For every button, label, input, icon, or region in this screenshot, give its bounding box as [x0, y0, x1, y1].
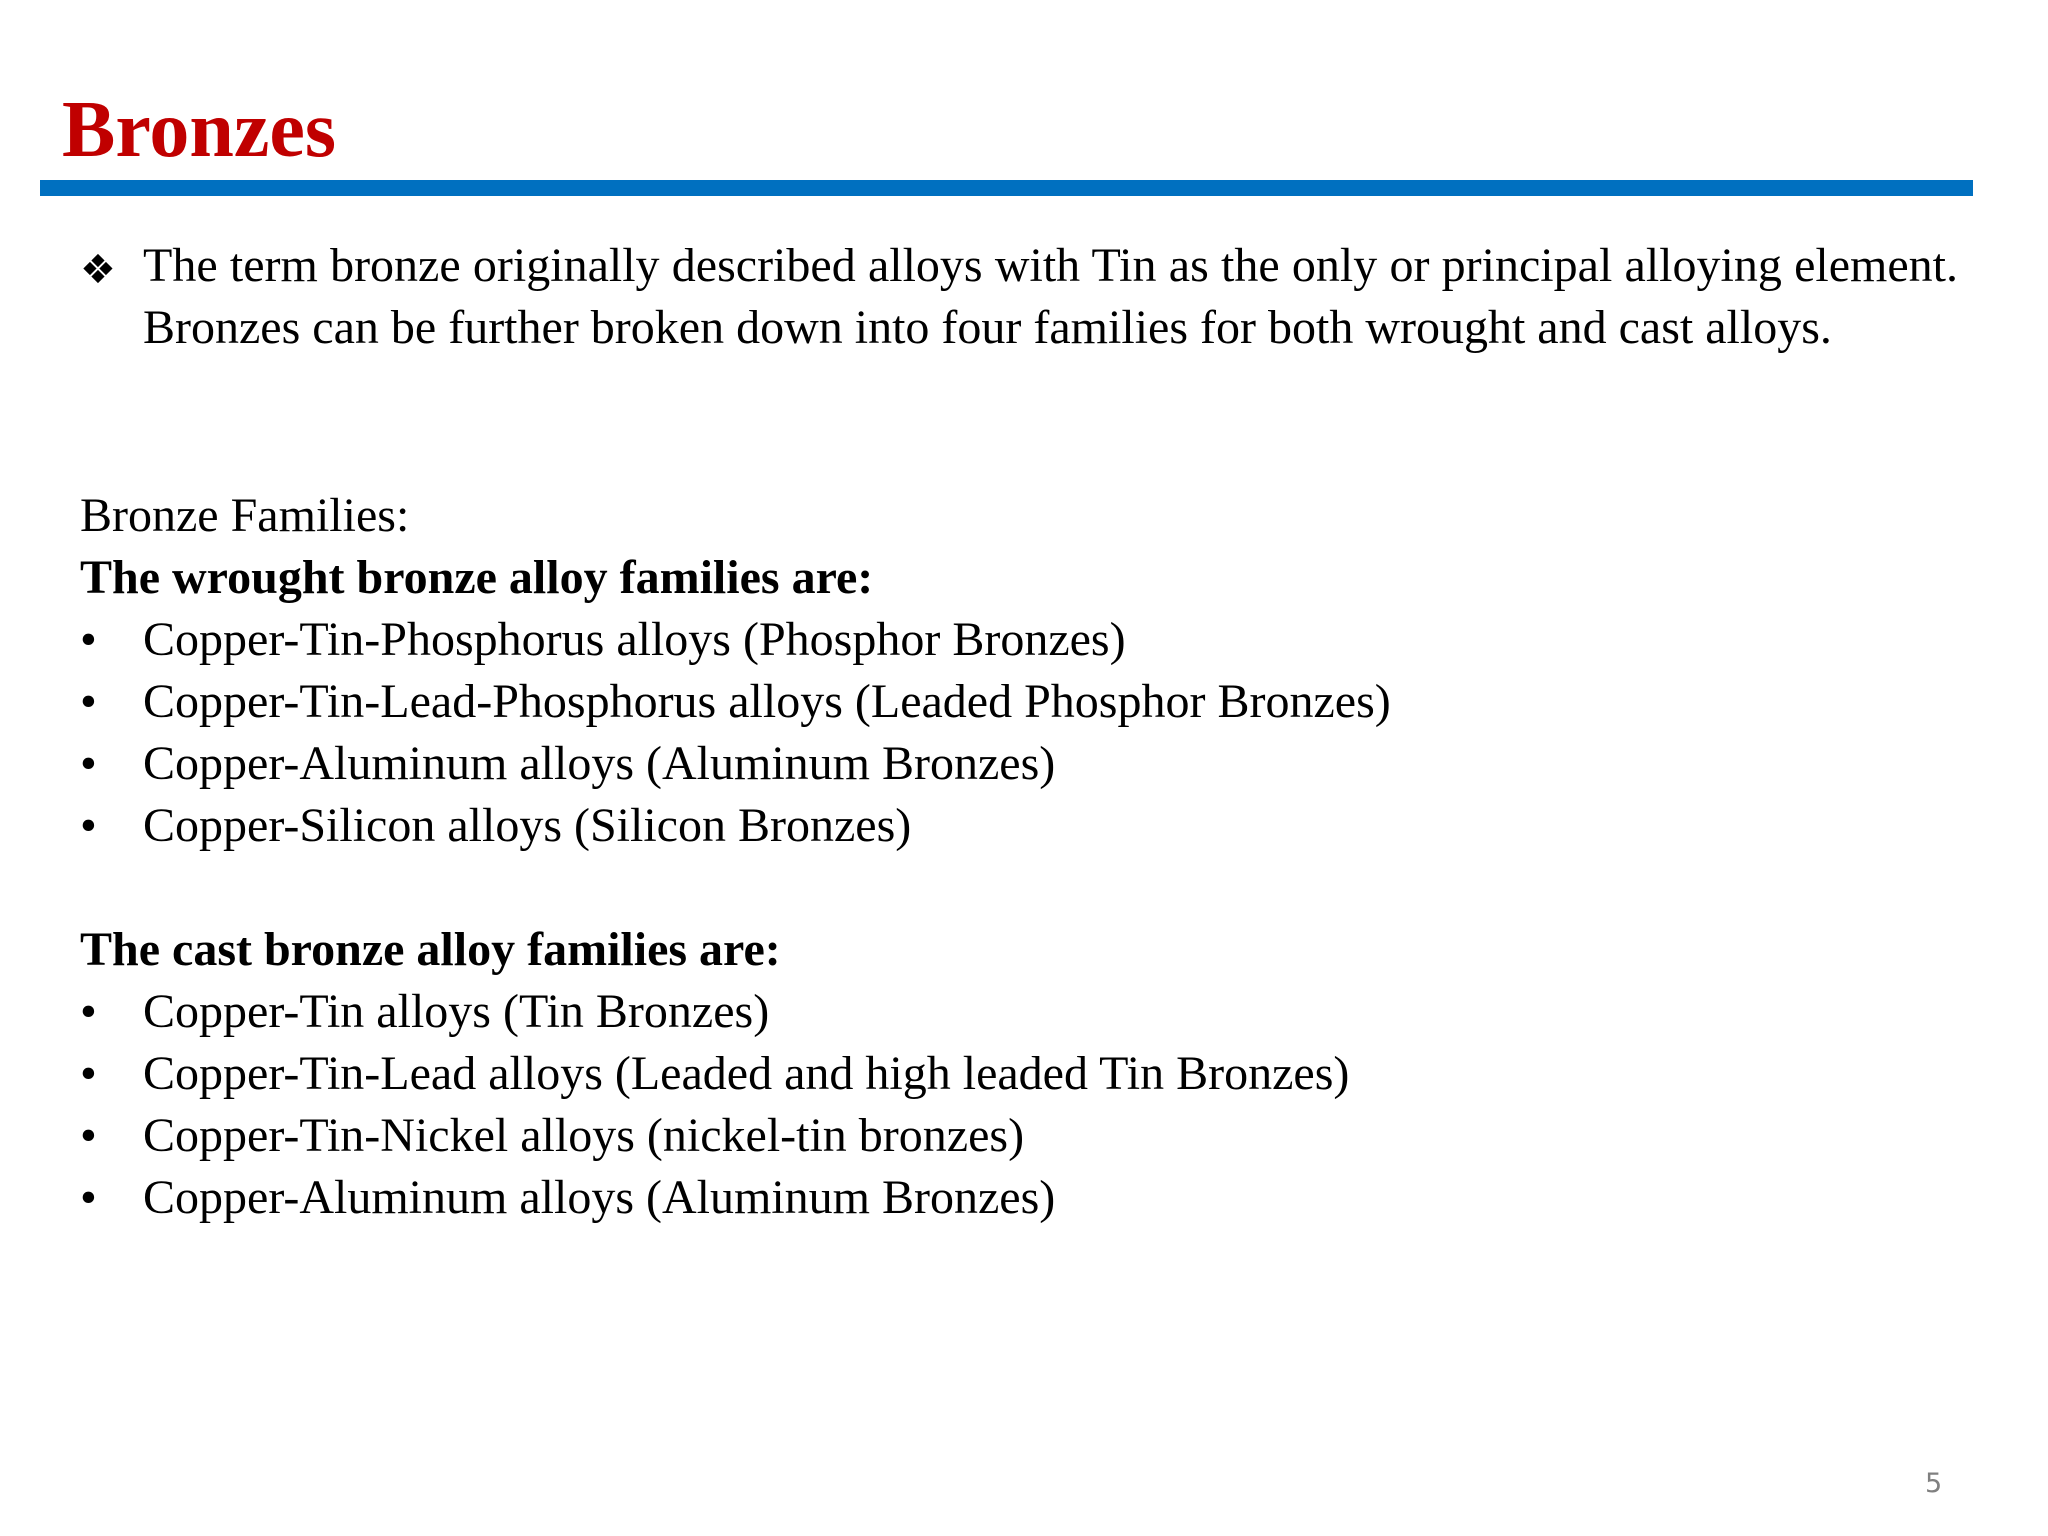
list-item-text: Copper-Aluminum alloys (Aluminum Bronzes): [143, 737, 1056, 790]
slide-title: Bronzes: [62, 86, 337, 174]
bullet-dot-icon: •: [80, 1109, 97, 1162]
list-item: [80, 795, 911, 857]
list-item: [80, 1043, 1349, 1105]
list-item: [80, 981, 769, 1043]
list-item-text: Copper-Tin-Nickel alloys (nickel-tin bronzes): [143, 1109, 1025, 1162]
list-item-text: Copper-Tin alloys (Tin Bronzes): [143, 985, 770, 1038]
list-item: [80, 609, 1126, 671]
bullet-dot-icon: •: [80, 613, 97, 666]
cast-heading: The cast bronze alloy families are:: [80, 923, 781, 976]
list-item-text: Copper-Tin-Lead alloys (Leaded and high leaded Tin Bronzes): [143, 1047, 1350, 1100]
bullet-dot-icon: •: [80, 675, 97, 728]
list-item-text: Copper-Aluminum alloys (Aluminum Bronzes): [143, 1171, 1056, 1224]
list-item-text: Copper-Silicon alloys (Silicon Bronzes): [143, 799, 912, 852]
list-item: [80, 733, 1055, 795]
bullet-dot-icon: •: [80, 1047, 97, 1100]
list-item: [80, 1105, 1024, 1167]
bullet-dot-icon: •: [80, 985, 97, 1038]
list-item: [80, 1167, 1055, 1229]
page-number: 5: [1925, 1468, 1943, 1499]
wrought-heading: The wrought bronze alloy families are:: [80, 551, 874, 604]
bronze-families-label: Bronze Families:: [80, 489, 410, 542]
list-item-text: Copper-Tin-Phosphorus alloys (Phosphor Bronzes): [143, 613, 1126, 666]
bullet-dot-icon: •: [80, 737, 97, 790]
bullet-dot-icon: •: [80, 799, 97, 852]
diamond-bullet-icon: ❖: [80, 247, 116, 293]
list-item: [80, 671, 1391, 733]
intro-paragraph: [80, 235, 1958, 359]
list-item-text: Copper-Tin-Lead-Phosphorus alloys (Leaded Phosphor Bronzes): [143, 675, 1391, 728]
bullet-dot-icon: •: [80, 1171, 97, 1224]
intro-text: The term bronze originally described alloys with Tin as the only or principal alloying element. Bronzes can be further broken down into four families for both wrought and cast alloys.: [143, 239, 1958, 354]
